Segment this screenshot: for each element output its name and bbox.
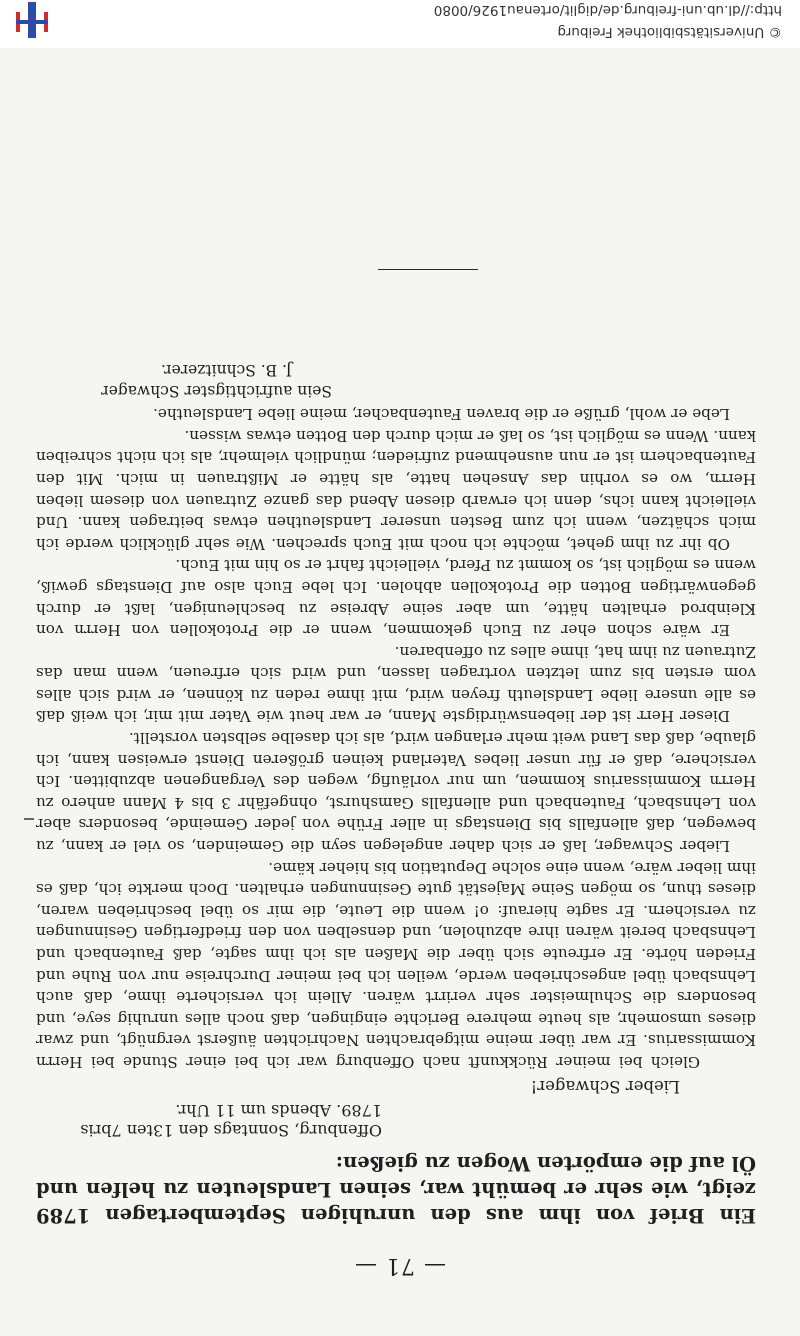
source-url[interactable]: http://dl.ub.uni-freiburg.de/diglit/ortenau1926/0080 (433, 2, 782, 18)
ub-freiburg-logo-icon (14, 2, 48, 38)
logo-vertical-stroke (28, 2, 36, 38)
letter-paragraph: Lieber Schwager, laß er sich daher angelegen seyn die Gemeinden, so viel er kann, zu bewegen, daß allenfalls bis Dienstags in aller Frühe von jeder Gemeinde, besonders aber von Lehnsbach, Fautenbach und allenfalls Gamshurst, ohngefähr 3 bis 4 Mann anhero zu Herrn Kommissarius kommen, um nur vorläufig, wegen des Vergangenen abzubitten. Ich versichere, daß er für unser liebes Vaterland keinen größeren Dienst erweisen kann, ich glaube, daß das Land weit mehr erlangen wird, als ich daselbe selbsten vorstellt. (36, 729, 756, 856)
letter-paragraph: Ob ihr zu ihm gehet, möchte ich noch mit Euch sprechen. Wie sehr glücklich werde ich mich schätzen, wenn ich zum Besten unserer Landsleuthen etwas beitragen kann. Und vielleicht kann ichs, denn ich erwarb diesen Abend das ganze Zutrauen von diesem lieben Herrn, wo es vorhin das Ansehen hatte, als hätte er Mißtrauen in mich. Mit den Fautenbachern ist er nun ausnehmend zufrieden; mündlich vielmehr, als ich nicht schreiben kann. Wenn es möglich ist, so laß er mich durch den Botten etwas wissen. (36, 426, 756, 553)
letter-closing (52, 359, 332, 401)
letter-paragraph: Dieser Herr ist der liebenswürdigste Mann, er war heut wie Vater mit mir, ich weiß daß es alle unsere liebe Landsleuth freyen wird, mit ihme reden zu können, er wird sich alles vom ersten bis zum letzten vortragen lassen, und wird sich erfreuen, wenn man das Zutrauen zu ihm hat, ihme alles zu offenbaren. (36, 642, 756, 726)
letter-salutation: Lieber Schwager! (530, 1077, 680, 1096)
letter-paragraph: Er wäre schon eher zu Euch gekommen, wenn er die Protokollen von Herrn von Kleinbrod erhalten hätte, um aber seine Abreise zu beschleunigen, laßt er durch gegenwärtigen Botten die Protokollen abholen. Ich lebe Euch also auf Dienstags gewiß, wenn es möglich ist, so kommt zu Pferd, vielleicht fahrt er so hin mit Euch. (36, 556, 756, 640)
letter-paragraph: Gleich bei meiner Rückkunft nach Offenburg war ich bei einer Stunde bei Herrn Kommissarius. Er war über meine mitgebrachten Nachrichten äußerst vergnügt, und zwar dieses umsomehr, als heute mehrere Berichte eingingen, daß noch alles unruhig seye, und besonders die Schulmeister sehr verirrt wären. Allein ich versicherte ihme, daß auch Lehnsbach übel angeschrieben werde, weilen ich bei meiner Durchreise nur von Ruhe und Frieden hörte. Er erfreute sich über die Maßen als ich ihm sagte, daß Fautenbach und Lehnsbach bereit wären ihre abzuholen, und denselben von den friedfertigen Gesinnungen zu versichern. Er sagte hierauf: o! wenn die Leute, die mir so übel beschrieben waren, dieses thun, so mögen Seine Majestät gute Gesinnungen erhalten. Doch merkte ich, daß es ihm lieber wäre, wenn eine solche Deputation bis hieher käme. (36, 858, 756, 1071)
copyright-notice: © Universitätsbibliothek Freiburg (557, 24, 782, 40)
closing-phrase: Sein aufrichtigster Schwager (101, 382, 332, 400)
letter-body (36, 403, 756, 1072)
page-number: — 71 — (354, 1253, 446, 1278)
margin-mark (24, 818, 34, 820)
letter-paragraph: Lebe er wohl, grüße er die braven Fautenbacher, meine liebe Landsleuthe. (153, 405, 730, 424)
section-divider (378, 269, 478, 270)
signature: J. B. Schnitzerer. (160, 361, 292, 379)
letter-dateline: Offenburg, Sonntags den 13ten 7bris 1789. Abends um 11 Uhr. (80, 1101, 382, 1140)
intro-paragraph: Ein Brief von ihm aus den unruhigen Septembertagen 1789 zeigt, wie sehr er bemüht war, seinen Landsleuten zu helfen und Öl auf die empörten Wogen zu gießen: (36, 1152, 756, 1227)
